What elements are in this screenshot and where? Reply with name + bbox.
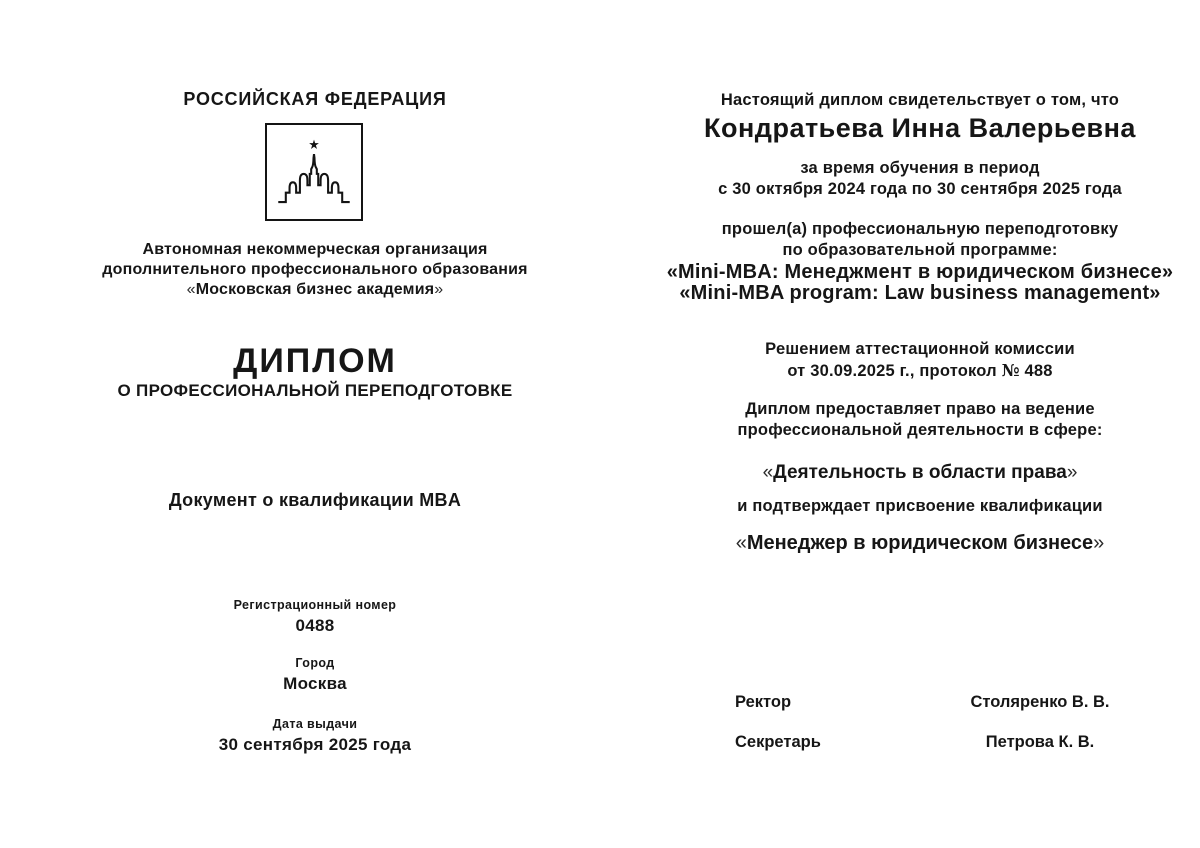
- commission-decision-line: Решением аттестационной комиссии: [765, 340, 1075, 358]
- registration-number-field: [30, 597, 600, 637]
- completed-retraining-line: по образовательной программе:: [782, 241, 1058, 259]
- numero-sign: №: [1001, 361, 1020, 380]
- quote-close: »: [434, 281, 444, 298]
- study-period: [640, 158, 1200, 200]
- country-title: РОССИЙСКАЯ ФЕДЕРАЦИЯ: [183, 89, 447, 109]
- protocol-date-text: от 30.09.2025 г., протокол: [787, 362, 1002, 380]
- issue-date-field: [30, 716, 600, 756]
- issue-date-label: Дата выдачи: [272, 717, 358, 731]
- city-value: Москва: [283, 674, 347, 693]
- left-page: [30, 0, 600, 848]
- signature-name: Столяренко В. В.: [970, 693, 1110, 711]
- city-field: [30, 655, 600, 695]
- right-page: [640, 0, 1200, 848]
- organization-line: дополнительного профессионального образования: [102, 261, 528, 278]
- quote-close: »: [1093, 532, 1105, 554]
- organization-name: [30, 240, 600, 300]
- diploma-title: ДИПЛОМ: [233, 342, 397, 380]
- quote-close: »: [1066, 462, 1078, 483]
- quote-open: «: [186, 281, 196, 298]
- recipient-name: Кондратьева Инна Валерьевна: [704, 113, 1136, 143]
- completed-retraining: [640, 219, 1200, 261]
- activity-sphere: [640, 461, 1200, 485]
- registration-number-label: Регистрационный номер: [233, 598, 397, 612]
- study-period-line: за время обучения в период: [800, 159, 1040, 177]
- organization-short-name: Московская бизнес академия: [195, 281, 435, 298]
- grants-right-line: профессиональной деятельности в сфере:: [737, 421, 1103, 439]
- emblem-frame: [265, 123, 363, 221]
- grants-right-line: Диплом предоставляет право на ведение: [745, 400, 1095, 418]
- quote-open: «: [762, 462, 774, 483]
- tower-silhouette: [278, 154, 349, 202]
- certifies-line: Настоящий диплом свидетельствует о том, что: [720, 91, 1120, 109]
- quote-open: «: [735, 532, 747, 554]
- signature-row-secretary: [640, 732, 1200, 753]
- qualification-title-text: Менеджер в юридическом бизнесе: [746, 532, 1094, 554]
- qualification-document-line: Документ о квалификации MBA: [168, 490, 462, 510]
- signature-role: Секретарь: [735, 733, 821, 751]
- study-period-line: с 30 октября 2024 года по 30 сентября 2025 года: [718, 180, 1122, 198]
- activity-sphere-text: Деятельность в области права: [773, 462, 1067, 483]
- grants-right-statement: [640, 399, 1200, 441]
- signature-name: Петрова К. В.: [985, 733, 1095, 751]
- issue-date-value: 30 сентября 2025 года: [218, 735, 412, 754]
- signature-row-rector: [640, 692, 1200, 713]
- organization-line: [30, 280, 600, 300]
- program-title-en: «Mini-MBA program: Law business management»: [679, 282, 1161, 304]
- registration-number-value: 0488: [295, 616, 335, 635]
- commission-decision: [640, 339, 1200, 382]
- signature-role: Ректор: [735, 693, 792, 711]
- qualification-title: [640, 530, 1200, 556]
- program-title-ru: «Mini-MBA: Менеджмент в юридическом бизнесе»: [666, 261, 1174, 283]
- protocol-number: 488: [1019, 362, 1053, 380]
- program-title: [640, 262, 1200, 304]
- kremlin-tower-icon: [267, 125, 361, 219]
- diploma-subtitle: О ПРОФЕССИОНАЛЬНОЙ ПЕРЕПОДГОТОВКЕ: [117, 381, 513, 400]
- city-label: Город: [295, 656, 335, 670]
- star-icon: [309, 140, 319, 149]
- organization-line: Автономная некоммерческая организация: [142, 241, 488, 258]
- commission-protocol-line: [640, 360, 1200, 382]
- completed-retraining-line: прошел(а) профессиональную переподготовку: [721, 220, 1119, 238]
- confirms-qualification-line: и подтверждает присвоение квалификации: [737, 497, 1103, 515]
